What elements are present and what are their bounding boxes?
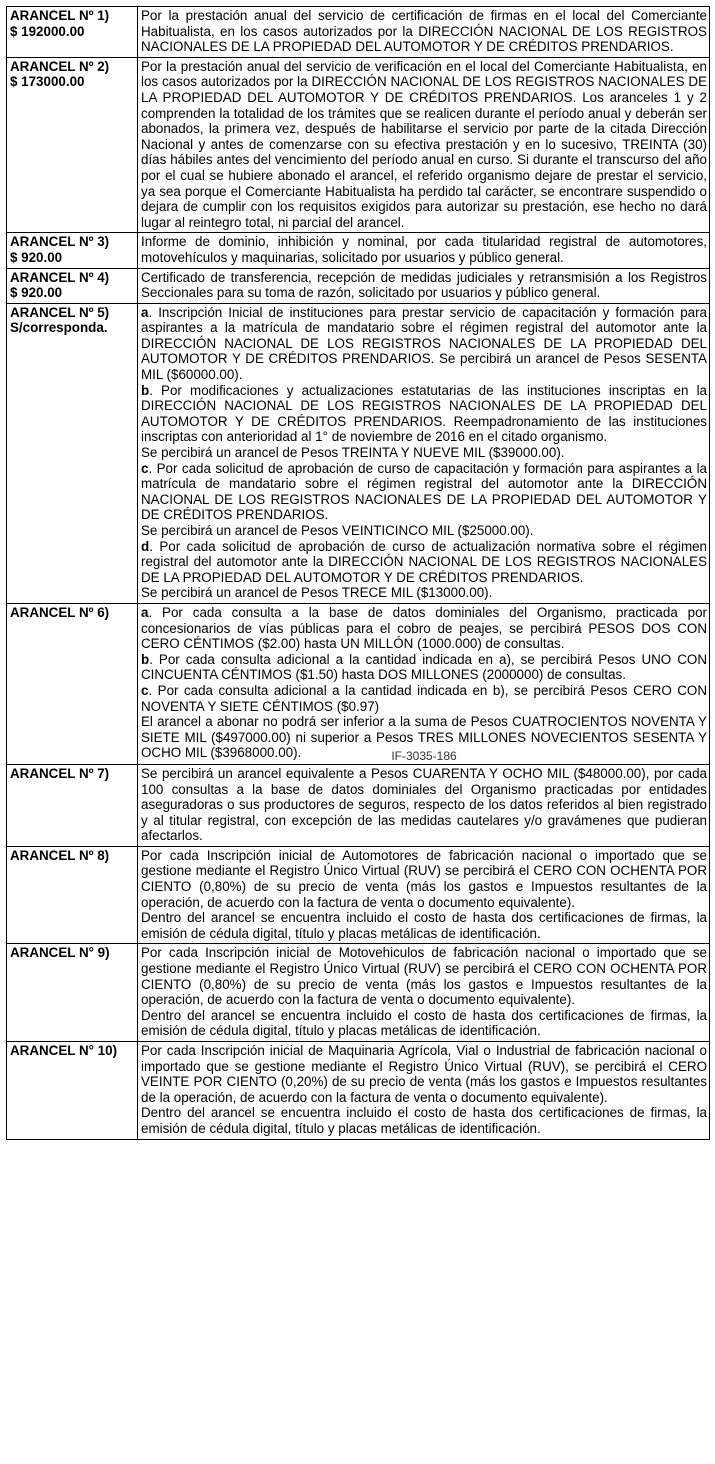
paragraph-text: . Por cada consulta a la base de datos dominiales del Organismo, practicada por concesionarios de vías públicas para el cobro de peajes, se percibirá PESOS DOS CON CERO CÉNTIMOS ($2.00) hasta UN MILLÓN (1000.000) de consultas.: [141, 604, 707, 652]
paragraph-text: Por cada Inscripción inicial de Automotores de fabricación nacional o importado que se gestione mediante el Registro Único Virtual (RUV) se percibirá el CERO CON OCHENTA POR CIENTO (0,80%) de su precio de venta (más los gastos e Impuestos resultantes de la operación, de acuerdo con la factura de venta o documento equivalente).: [141, 847, 707, 910]
arancel-row: [7, 603, 710, 764]
paragraph-text: Se percibirá un arancel de Pesos VEINTICINCO MIL ($25000.00).: [141, 523, 534, 538]
arancel-number: ARANCEL Nº 2): [10, 58, 110, 74]
arancel-number: ARANCEL Nº 5): [10, 304, 110, 320]
paragraph-text: Dentro del arancel se encuentra incluido el costo de hasta dos certificaciones de firmas, la emisión de cédula digital, título y placas metálicas de identificación.: [141, 910, 707, 941]
arancel-description-cell: [138, 57, 710, 233]
arancel-amount: $ 920.00: [10, 249, 63, 265]
arancel-paragraph: [141, 683, 707, 714]
paragraph-text: . Inscripción Inicial de instituciones para prestar servicio de capacitación y formación para aspirantes a la matrícula de mandatario sobre el régimen registral del automotor ante la DIRECCIÓN NACIONAL DE LOS REGISTROS NACIONALES DE LA PROPIEDAD DEL AUTOMOTOR Y DE CRÉDITOS PRENDARIOS. Se percibirá un arancel de Pesos SESENTA MIL ($60000.00).: [141, 304, 707, 383]
arancel-paragraph: [141, 652, 707, 683]
arancel-description-cell: [138, 303, 710, 603]
arancel-row: [7, 944, 710, 1042]
arancel-number: ARANCEL Nº 4): [10, 269, 110, 285]
paragraph-text: El arancel a abonar no podrá ser inferior a la suma de Pesos CUATROCIENTOS NOVENTA Y SIETE MIL ($497000.00) ni superior a Pesos TRES MILLONES NOVECIENTOS SESENTA Y OCHO MIL ($3968000.00).: [141, 714, 707, 761]
paragraph-text: . Por cada solicitud de aprobación de curso de capacitación y formación para aspirantes a la matrícula de mandatario sobre el régimen registral del automotor ante la DIRECCIÓN NACIONAL DE LOS REGISTROS NACIONALES DE LA PROPIEDAD DEL AUTOMOTOR Y DE CRÉDITOS PRENDARIOS.: [141, 460, 707, 523]
paragraph-text: Se percibirá un arancel de Pesos TRECE MIL ($13000.00).: [141, 585, 493, 601]
item-letter: a: [141, 304, 149, 320]
arancel-paragraph: [141, 1105, 707, 1136]
item-letter: c: [141, 682, 149, 698]
paragraph-text: Informe de dominio, inhibición y nominal, por cada titularidad registral de automotores, motovehículos y maquinarias, solicitado por usuarios y público general.: [141, 234, 707, 265]
paragraph-text: Dentro del arancel se encuentra incluido el costo de hasta dos certificaciones de firmas, la emisión de cédula digital, título y placas metálicas de identificación.: [141, 1007, 707, 1039]
arancel-row: [7, 57, 710, 233]
paragraph-text: Se percibirá un arancel de Pesos TREINTA Y NUEVE MIL ($39000.00).: [141, 445, 565, 461]
arancel-number: ARANCEL Nº 3): [10, 234, 110, 250]
arancel-row: [7, 764, 710, 846]
document-code-stamp: IF-3035-186: [391, 748, 457, 763]
paragraph-text: . Por cada consulta adicional a la cantidad indicada en a), se percibirá Pesos UNO CON CINCUENTA CÉNTIMOS ($1.50) hasta DOS MILLONES (2000000) de consultas.: [141, 651, 707, 683]
arancel-paragraph: [141, 270, 707, 301]
arancel-description-cell: [138, 944, 710, 1042]
arancel-description-cell: [138, 764, 710, 846]
arancel-number: ARANCEL N° 10): [10, 1043, 118, 1058]
arancel-paragraph: [141, 848, 707, 910]
arancel-description-cell: [138, 268, 710, 303]
arancel-label-cell: [7, 603, 138, 764]
arancel-paragraph: [141, 383, 707, 445]
arancel-paragraph: [141, 305, 707, 383]
arancel-paragraph: [141, 461, 707, 523]
arancel-label-cell: [7, 268, 138, 303]
arancel-label-cell: [7, 233, 138, 268]
arancel-label-cell: [7, 846, 138, 944]
arancel-paragraph: [141, 585, 707, 601]
paragraph-text: Se percibirá un arancel equivalente a Pesos CUARENTA Y OCHO MIL ($48000.00), por cada 100 consultas a la base de datos dominiales del Organismo practicadas por entidades aseguradoras o sus productores de seguros, respecto de los datos referidos al bien registrado y al titular registral, con excepción de las medidas cautelares y/o gravámenes que pudieran afectarlos.: [141, 765, 707, 844]
item-letter: b: [141, 382, 150, 398]
arancel-label-cell: [7, 1042, 138, 1140]
item-letter: d: [141, 538, 150, 554]
paragraph-text: . Por modificaciones y actualizaciones estatutarias de las instituciones inscriptas en la DIRECCIÓN NACIONAL DE LOS REGISTROS NACIONALES DE LA PROPIEDAD DEL AUTOMOTOR Y DE CRÉDITOS PRENDARIOS. Reempadronamiento de las instituciones inscriptas con anterioridad al 1° de noviembre de 2016 en el citado organismo.: [141, 382, 707, 445]
arancel-paragraph: [141, 539, 707, 586]
arancel-row: [7, 233, 710, 268]
arancel-table-body: [7, 7, 710, 1140]
arancel-paragraph: [141, 59, 707, 231]
arancel-row: [7, 846, 710, 944]
arancel-row: [7, 268, 710, 303]
arancel-amount: $ 173000.00: [10, 74, 85, 90]
item-letter: a: [141, 604, 149, 620]
arancel-label-cell: [7, 944, 138, 1042]
arancel-description-cell: [138, 233, 710, 268]
arancel-description-cell: [138, 846, 710, 944]
arancel-amount: $ 920.00: [10, 285, 63, 301]
arancel-description-cell: [138, 603, 710, 764]
arancel-number: ARANCEL Nº 8): [10, 847, 110, 863]
arancel-label-cell: [7, 764, 138, 846]
paragraph-text: Por cada Inscripción inicial de Motovehiculos de fabricación nacional o importado que se gestione mediante el Registro Único Virtual (RUV) se percibirá el CERO CON OCHENTA POR CIENTO (0,80%) de su precio de venta (más los gastos e Impuestos resultantes de la operación, de acuerdo con la factura de venta o documento equivalente).: [141, 945, 707, 1008]
arancel-paragraph: [141, 234, 707, 265]
arancel-label-cell: [7, 7, 138, 58]
arancel-paragraph: [141, 910, 707, 941]
arancel-document: [6, 6, 710, 1140]
paragraph-text: Por la prestación anual del servicio de certificación de firmas en el local del Comerciante Habitualista, en los casos autorizados por la DIRECCIÓN NACIONAL DE LOS REGISTROS NACIONALES DE LA PROPIEDAD DEL AUTOMOTOR Y DE CRÉDITOS PRENDARIOS.: [141, 8, 707, 55]
arancel-row: [7, 303, 710, 603]
arancel-paragraph: [141, 1008, 707, 1039]
arancel-paragraph: [141, 445, 707, 461]
arancel-table: [6, 6, 710, 1140]
arancel-paragraph: [141, 523, 707, 539]
arancel-row: [7, 7, 710, 58]
arancel-paragraph: [141, 1043, 707, 1105]
paragraph-text: Por cada Inscripción inicial de Maquinaria Agrícola, Vial o Industrial de fabricación nacional o importado que se gestione mediante el Registro Único Virtual (RUV), se percibirá el CERO VEINTE POR CIENTO (0,20%) de su precio de venta (más los gastos e Impuestos resultantes de la operación, de acuerdo con la factura de venta o documento equivalente).: [141, 1043, 707, 1105]
arancel-number: ARANCEL Nº 7): [10, 765, 110, 781]
item-letter: b: [141, 651, 150, 667]
arancel-number: ARANCEL Nº 1): [10, 8, 110, 23]
arancel-label-cell: [7, 57, 138, 233]
arancel-amount: $ 192000.00: [10, 23, 85, 39]
arancel-row: [7, 1042, 710, 1140]
arancel-number: ARANCEL N° 9): [10, 945, 110, 961]
arancel-paragraph: [141, 766, 707, 844]
paragraph-text: Dentro del arancel se encuentra incluido el costo de hasta dos certificaciones de firmas, la emisión de cédula digital, título y placas metálicas de identificación.: [141, 1105, 707, 1136]
arancel-description-cell: [138, 7, 710, 58]
arancel-paragraph: [141, 605, 707, 652]
arancel-paragraph: [141, 8, 707, 55]
arancel-label-cell: [7, 303, 138, 603]
arancel-amount: S/corresponda.: [10, 320, 108, 336]
paragraph-text: Certificado de transferencia, recepción de medidas judiciales y retransmisión a los Registros Seccionales para su toma de razón, solicitado por usuarios y público general.: [141, 269, 707, 301]
arancel-number: ARANCEL Nº 6): [10, 604, 110, 620]
paragraph-text: . Por cada consulta adicional a la cantidad indicada en b), se percibirá Pesos CERO CON NOVENTA Y SIETE CÉNTIMOS ($0.97): [141, 682, 707, 714]
arancel-paragraph: [141, 945, 707, 1007]
arancel-description-cell: [138, 1042, 710, 1140]
paragraph-text: . Por cada solicitud de aprobación de curso de actualización normativa sobre el régimen registral del automotor ante la DIRECCIÓN NACIONAL DE LOS REGISTROS NACIONALES DE LA PROPIEDAD DEL AUTOMOTOR Y DE CRÉDITOS PRENDARIOS.: [141, 538, 707, 585]
item-letter: c: [141, 460, 149, 476]
paragraph-text: Por la prestación anual del servicio de verificación en el local del Comerciante Habitualista, en los casos autorizados por la DIRECCIÓN NACIONAL DE LOS REGISTROS NACIONALES DE LA PROPIEDAD DEL AUTOMOTOR Y DE CRÉDITOS PRENDARIOS. Los aranceles 1 y 2 comprenden la totalidad de los trámites que se realicen durante el período anual y deberán ser abonados, la primera vez, después de habilitarse el servicio por parte de la citada Dirección Nacional y antes de comenzarse con su efectiva prestación y en lo sucesivo, TREINTA (30) días hábiles antes del vencimiento del período anual en curso. Si durante el transcurso del año por el cual se hubiere abonado el arancel, el referido organismo dejare de prestar el servicio, ya sea porque el Comerciante Habitualista ha perdido tal carácter, se encontrare suspendido o dejara de cumplir con los requisitos exigidos para autorizar su prestación, ese hecho no dará lugar al reintegro total, ni parcial del arancel.: [141, 58, 707, 230]
